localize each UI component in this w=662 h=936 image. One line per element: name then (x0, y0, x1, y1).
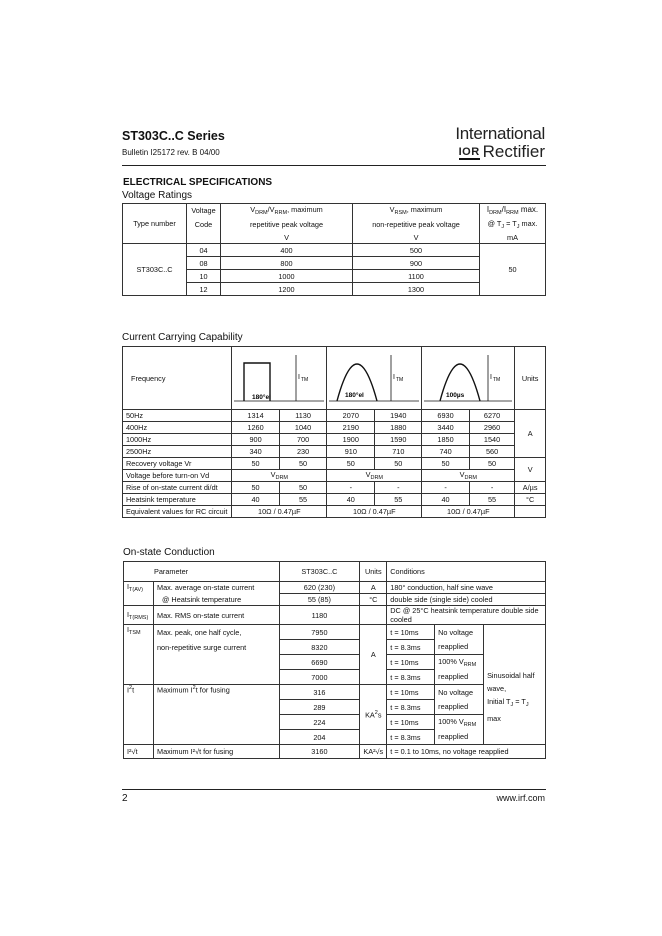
table-cell: 1900 (327, 434, 375, 446)
table-cell: 1100 (353, 270, 480, 283)
current-capability-heading: Current Carrying Capability (122, 332, 243, 343)
table-cell: 6270 (469, 410, 515, 422)
table-cell: - (327, 482, 375, 494)
page-number: 2 (122, 793, 128, 804)
table-cell: 910 (327, 446, 375, 458)
svg-text:I: I (490, 374, 493, 381)
table-cell: 1850 (422, 434, 470, 446)
table-cell: 10 (187, 270, 221, 283)
section-heading: ELECTRICAL SPECIFICATIONS (123, 177, 273, 188)
svg-text:TM: TM (301, 377, 309, 383)
table-cell: 55 (469, 494, 515, 506)
table-cell: 900 (353, 257, 480, 270)
current-capability-table: Frequency I TM 180°el I TM 180°el I TM 100µs Units 50Hz 1314 1130 2070 1940 6930 6270 A 400Hz 1260 1040 2190 1880 3440 2960 1000Hz 900 700 1900 1590 1850 1540 2500Hz 340 230 910 710 740 560 Recovery voltage Vr 50 50 50 50 50 50 V Voltage before turn-on Vd $V_{DRM}$ $V_{DRM}$ $V_{DRM}$ Rise of on-state current di/dt 50 50 - - - - A/µs Heatsink temperature 40 55 40 55 40 55 °C Equivalent values for RC circuit 10Ω / 0.47µF 10Ω / 0.47µF 10Ω / 0.47µF (122, 346, 546, 518)
waveform-rect (232, 347, 327, 410)
table-cell: - (422, 482, 470, 494)
unit-volts: V (515, 458, 546, 482)
waveform-sine (327, 347, 422, 410)
svg-text:TM: TM (396, 377, 404, 383)
onstate-heading: On-state Conduction (123, 547, 215, 558)
table-cell: 6930 (422, 410, 470, 422)
svg-text:I: I (298, 374, 301, 381)
table-cell: 700 (279, 434, 327, 446)
table-cell: 40 (232, 494, 280, 506)
header-type-number: Type number (123, 204, 187, 244)
table-cell: 2070 (327, 410, 375, 422)
sine-wave-diagram (327, 347, 421, 407)
table-cell: 1000 (221, 270, 353, 283)
table-cell: 55 (375, 494, 422, 506)
table-cell: 1260 (232, 422, 280, 434)
table-cell: 1314 (232, 410, 280, 422)
table-cell: 1880 (375, 422, 422, 434)
table-cell: 50 (469, 458, 515, 470)
table-cell: 04 (187, 244, 221, 257)
header-idrm: $I_{DRM}/I_{RRM}$ max. (480, 204, 546, 218)
table-cell: 1200 (221, 283, 353, 296)
table-cell: 50 (375, 458, 422, 470)
table-cell: - (375, 482, 422, 494)
table-cell: 230 (279, 446, 327, 458)
waveform-pulse (422, 347, 515, 410)
table-cell: 1540 (469, 434, 515, 446)
table-cell: 12 (187, 283, 221, 296)
pulse-wave-diagram (422, 347, 514, 407)
table-cell: 800 (221, 257, 353, 270)
svg-text:I: I (393, 374, 396, 381)
table-cell: 1300 (353, 283, 480, 296)
header-rule (122, 165, 546, 166)
table-cell: 50 (232, 482, 280, 494)
table-cell: 710 (375, 446, 422, 458)
table-cell: 1590 (375, 434, 422, 446)
table-cell: 1940 (375, 410, 422, 422)
table-cell: 55 (279, 494, 327, 506)
table-cell: 50 (232, 458, 280, 470)
logo-ior-mark: IOR (458, 146, 480, 158)
svg-text:100µs: 100µs (446, 392, 465, 399)
svg-text:TM: TM (493, 377, 501, 383)
unit-amps: A (515, 410, 546, 458)
page-title: ST303C..C Series (122, 129, 225, 143)
table-cell: 50 (279, 482, 327, 494)
table-cell: 2190 (327, 422, 375, 434)
table-cell: 3440 (422, 422, 470, 434)
table-cell: 1130 (279, 410, 327, 422)
footer-rule (122, 789, 546, 790)
table-cell: 560 (469, 446, 515, 458)
header-vdrm: $V_{DRM}/V_{RRM}$, maximum (221, 204, 353, 218)
table-cell: - (469, 482, 515, 494)
table-cell: 340 (232, 446, 280, 458)
svg-text:180°el: 180°el (252, 394, 272, 401)
type-number-cell: ST303C..C (123, 244, 187, 296)
table-cell: 40 (422, 494, 470, 506)
table-cell: 900 (232, 434, 280, 446)
table-cell: 40 (327, 494, 375, 506)
footer-url[interactable]: www.irf.com (496, 793, 545, 803)
header-vrsm: $V_{RSM}$, maximum (353, 204, 480, 218)
company-logo (455, 125, 545, 160)
svg-text:180°el: 180°el (345, 392, 365, 399)
voltage-ratings-table: Type number Voltage $V_{DRM}/V_{RRM}$, maximum $V_{RSM}$, maximum $I_{DRM}/I_{RRM}$ max. Code repetitive peak voltage non-repetitive peak voltage @ $T_J = T_J$ max. V V mA ST303C..C 04 400 500 50 08 800 900 10 1000 1100 12 1200 1300 (122, 203, 546, 296)
logo-line1: International (455, 124, 545, 143)
param-header: Parameter (124, 562, 280, 582)
table-cell: 50 (327, 458, 375, 470)
units-header: Units (515, 347, 546, 410)
idrm-value: 50 (480, 244, 546, 296)
table-cell: 400 (221, 244, 353, 257)
bulletin-number: Bulletin I25172 rev. B 04/00 (122, 148, 220, 157)
onstate-table: Parameter ST303C..C Units Conditions $I_{T(AV)}$ Max. average on-state current 620 (230) A 180° conduction, half sine wave @ Heatsink temperature 55 (85) °C double side (single side) cooled $I_{T(RMS)}$ Max. RMS on-state current 1180 DC @ 25°C heatsink temperature double side cooled $I_{TSM}$ Max. peak, one half cycle, non-repetitive surge current 7950 A t = 10ms No voltage 8320 t = 8.3ms reapplied 6690 t = 10ms 100% $V_{RRM}$ 7000 t = 8.3ms reapplied $I^2t$ Maximum $I^2t$ for fusing 316 $KA^2s$ t = 10ms No voltage Sinusoidal half wave, Initial $T_J = T_J$ max 289 t = 8.3ms reapplied 224 t = 10ms 100% $V_{RRM}$ 204 t = 8.3ms reapplied I²√t Maximum I²√t for fusing 3160 KA²√s t = 0.1 to 10ms, no voltage reapplied (123, 561, 546, 759)
table-cell: 50 (422, 458, 470, 470)
table-cell: 50 (279, 458, 327, 470)
table-cell: 1040 (279, 422, 327, 434)
frequency-label: Frequency (123, 347, 232, 410)
rect-wave-diagram (232, 347, 326, 407)
table-cell: 740 (422, 446, 470, 458)
table-cell: 08 (187, 257, 221, 270)
voltage-ratings-heading: Voltage Ratings (122, 190, 193, 201)
table-cell: 2960 (469, 422, 515, 434)
logo-line2: Rectifier (482, 142, 545, 161)
table-cell: 500 (353, 244, 480, 257)
